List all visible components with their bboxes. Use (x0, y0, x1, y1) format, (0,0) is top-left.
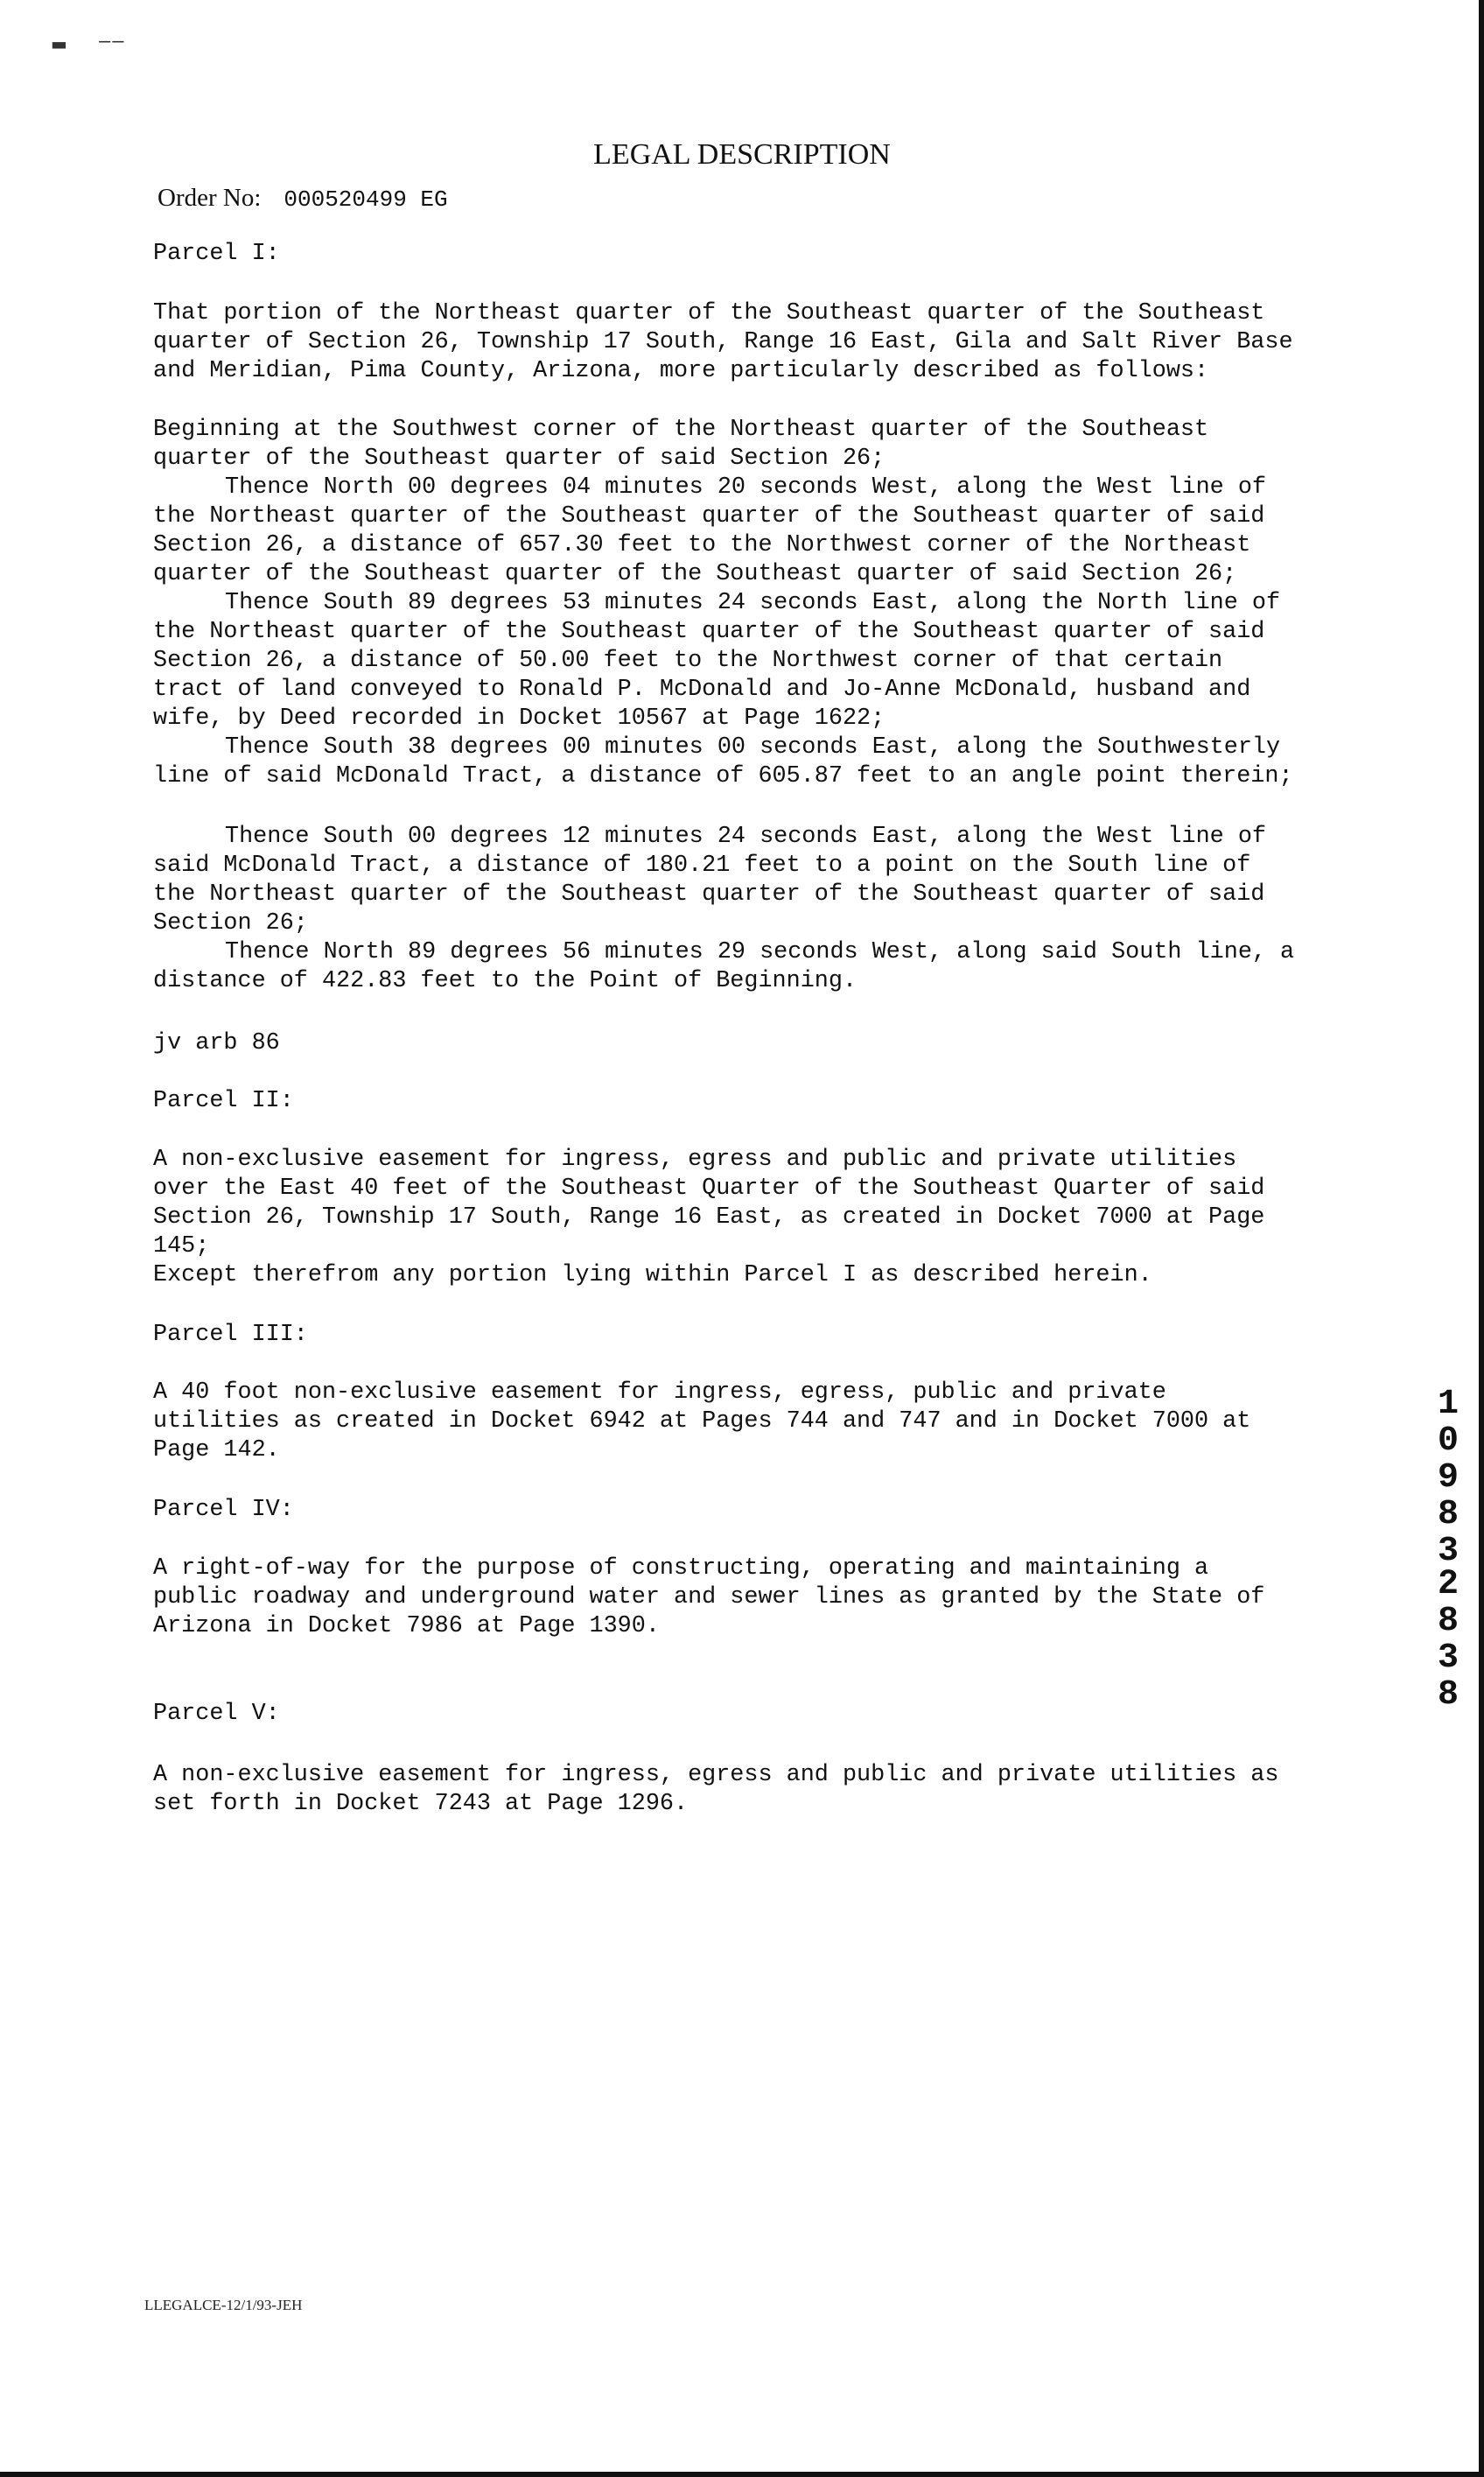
text-line: Arizona in Docket 7986 at Page 1390. (153, 1613, 660, 1639)
text-line: over the East 40 feet of the Southeast Quarter of the Southeast Quarter of said (153, 1175, 1265, 1202)
text-line: wife, by Deed recorded in Docket 10567 at Page 1622; (153, 705, 886, 732)
stamp-digit: 8 (1437, 1675, 1459, 1715)
page-edge-right (1479, 0, 1484, 2477)
stamp-digit: 3 (1437, 1532, 1459, 1571)
text-line: Section 26; (153, 910, 308, 937)
text-line: A right-of-way for the purpose of constructing, operating and maintaining a (153, 1555, 1209, 1582)
text-line: the Northeast quarter of the Southeast quarter of the Southeast quarter of said (153, 881, 1265, 908)
scan-mark: ▬ (51, 33, 67, 54)
page-edge-bottom (0, 2472, 1484, 2477)
parcel-heading: Parcel III: (153, 1322, 308, 1348)
text-line: distance of 422.83 feet to the Point of Beginning. (153, 968, 858, 994)
text-line: Thence South 38 degrees 00 minutes 00 seconds East, along the Southwesterly (225, 734, 1281, 761)
recording-number-stamp (1435, 1386, 1461, 1570)
text-line: the Northeast quarter of the Southeast quarter of the Southeast quarter of said (153, 503, 1265, 530)
parcel-note: jv arb 86 (153, 1030, 280, 1056)
text-line: Thence North 00 degrees 04 minutes 20 seconds West, along the West line of (225, 474, 1266, 501)
parcel-heading: Parcel II: (153, 1088, 294, 1114)
parcel-course-continued (153, 823, 1343, 996)
recording-page-stamp (1435, 1567, 1461, 1714)
text-line: quarter of Section 26, Township 17 South, Range 16 East, Gila and Salt River Base (153, 329, 1293, 355)
text-line: set forth in Docket 7243 at Page 1296. (153, 1791, 689, 1817)
text-line: Section 26, a distance of 657.30 feet to the Northwest corner of the Northeast (153, 532, 1251, 558)
parcel-body (153, 1146, 1343, 1290)
parcel-body (153, 1554, 1343, 1641)
parcel-intro (153, 299, 1343, 386)
form-code-footer: LLEGALCE-12/1/93-JEH (144, 2297, 303, 2313)
text-line: A non-exclusive easement for ingress, egress and public and private utilities (153, 1147, 1237, 1173)
text-line: Except therefrom any portion lying within Parcel I as described herein. (153, 1262, 1152, 1288)
stamp-digit: 1 (1437, 1385, 1459, 1424)
text-line: Thence South 89 degrees 53 minutes 24 seconds East, along the North line of (225, 590, 1281, 616)
text-line: Page 142. (153, 1437, 280, 1463)
text-line: 145; (153, 1233, 210, 1260)
text-line: Section 26, Township 17 South, Range 16 East, as created in Docket 7000 at Page (153, 1204, 1265, 1231)
parcel-course (153, 416, 1343, 791)
text-line: Thence North 89 degrees 56 minutes 29 seconds West, along said South line, a (225, 939, 1295, 965)
order-label: Order No: (158, 184, 262, 212)
parcel-heading: Parcel I: (153, 241, 280, 267)
text-line: said McDonald Tract, a distance of 180.21 feet to a point on the South line of (153, 853, 1251, 879)
stamp-digit: 0 (1437, 1421, 1459, 1461)
stamp-digit: 8 (1437, 1495, 1459, 1534)
stamp-digit: 2 (1437, 1565, 1459, 1604)
stamp-digit: 8 (1437, 1602, 1459, 1641)
text-line: quarter of the Southeast quarter of the Southeast quarter of said Section 26; (153, 561, 1237, 587)
scan-mark: ‒‒ (98, 28, 125, 53)
text-line: the Northeast quarter of the Southeast quarter of the Southeast quarter of said (153, 619, 1265, 645)
order-value: 000520499 EG (284, 186, 448, 213)
text-line: That portion of the Northeast quarter of the Southeast quarter of the Southeast (153, 300, 1265, 326)
parcel-body (153, 1761, 1343, 1819)
text-line: Beginning at the Southwest corner of the Northeast quarter of the Southeast (153, 417, 1209, 443)
stamp-digit: 3 (1437, 1638, 1459, 1678)
text-line: public roadway and underground water and sewer lines as granted by the State of (153, 1584, 1265, 1610)
text-line: quarter of the Southeast quarter of said Section 26; (153, 446, 886, 472)
text-line: A 40 foot non-exclusive easement for ingress, egress, public and private (153, 1379, 1166, 1406)
text-line: Section 26, a distance of 50.00 feet to the Northwest corner of that certain (153, 648, 1223, 674)
stamp-digit: 9 (1437, 1458, 1459, 1498)
text-line: and Meridian, Pima County, Arizona, more particularly described as follows: (153, 358, 1209, 384)
text-line: utilities as created in Docket 6942 at Pages 744 and 747 and in Docket 7000 at (153, 1408, 1251, 1435)
text-line: line of said McDonald Tract, a distance of 605.87 feet to an angle point therein; (153, 763, 1293, 789)
parcel-heading: Parcel V: (153, 1701, 280, 1727)
order-number (158, 184, 448, 213)
parcel-body (153, 1379, 1343, 1465)
text-line: tract of land conveyed to Ronald P. McDonald and Jo-Anne McDonald, husband and (153, 677, 1251, 703)
text-line: Thence South 00 degrees 12 minutes 24 seconds East, along the West line of (225, 824, 1266, 850)
page-title: LEGAL DESCRIPTION (593, 138, 891, 171)
text-line: A non-exclusive easement for ingress, egress and public and private utilities as (153, 1762, 1279, 1788)
parcel-heading: Parcel IV: (153, 1497, 294, 1523)
